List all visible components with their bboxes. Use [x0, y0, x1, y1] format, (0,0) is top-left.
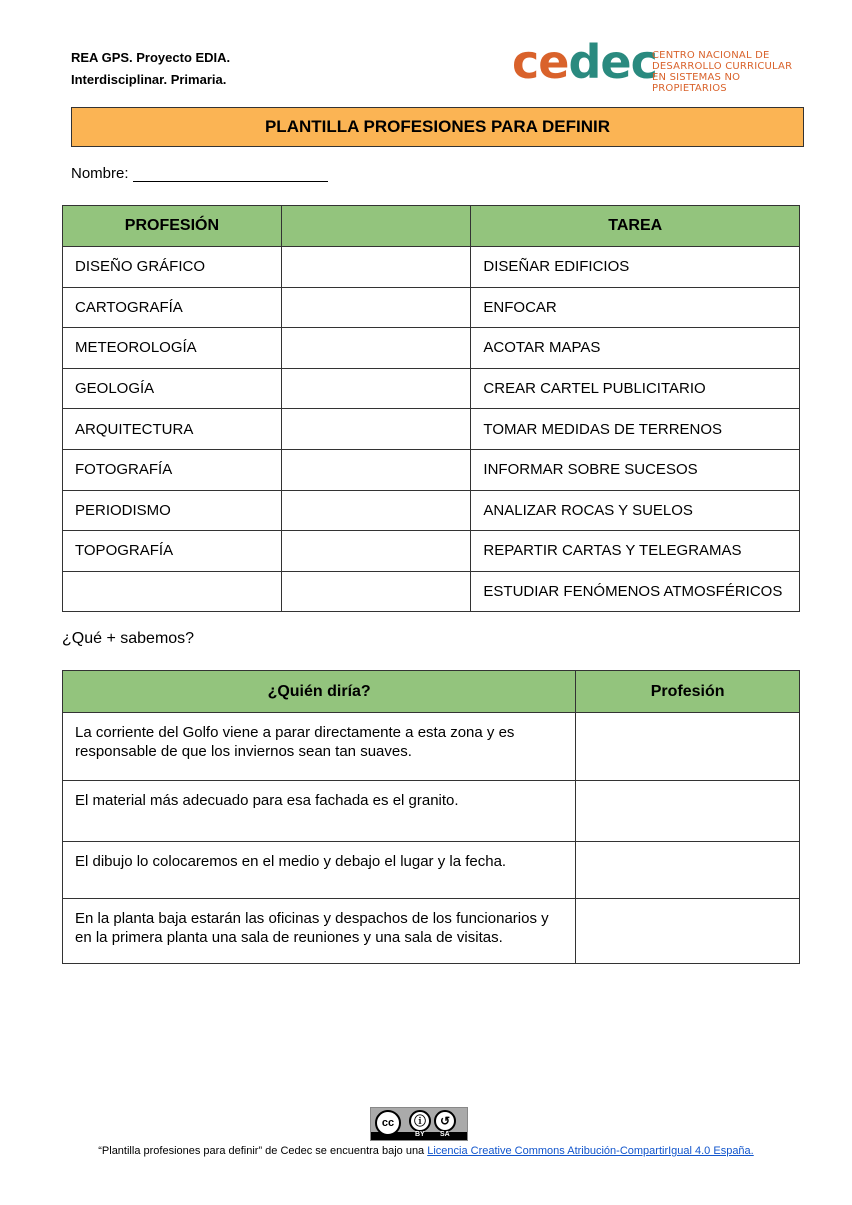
table-row — [63, 449, 800, 490]
table-row — [63, 287, 800, 328]
link-cell[interactable] — [281, 247, 471, 288]
share-alike-icon: ↺ — [434, 1110, 456, 1132]
task-cell: ENFOCAR — [471, 287, 800, 328]
link-cell[interactable] — [281, 490, 471, 531]
professions-table — [62, 205, 800, 612]
profession-cell: DISEÑO GRÁFICO — [63, 247, 282, 288]
task-cell: TOMAR MEDIDAS DE TERRENOS — [471, 409, 800, 450]
link-cell[interactable] — [281, 531, 471, 572]
header-quien-diria: ¿Quién diría? — [63, 671, 576, 713]
table-row — [63, 713, 800, 781]
license-text: “Plantilla profesiones para definir” de Cedec se encuentra bajo una — [98, 1145, 428, 1157]
header-line-2: Interdisciplinar. Primaria. — [71, 72, 227, 87]
link-cell[interactable] — [281, 328, 471, 369]
quote-cell: El dibujo lo colocaremos en el medio y debajo el lugar y la fecha. — [63, 842, 576, 899]
task-cell: INFORMAR SOBRE SUCESOS — [471, 449, 800, 490]
profession-cell: PERIODISMO — [63, 490, 282, 531]
license-link[interactable]: Licencia Creative Commons Atribución-CompartirIgual 4.0 España. — [427, 1145, 754, 1157]
link-cell[interactable] — [281, 287, 471, 328]
task-cell: REPARTIR CARTAS Y TELEGRAMAS — [471, 531, 800, 572]
table-row — [63, 328, 800, 369]
logo-wordmark: cedec — [512, 35, 657, 89]
table-row — [63, 409, 800, 450]
table-row — [63, 531, 800, 572]
profession-cell: GEOLOGÍA — [63, 368, 282, 409]
table-header-row — [63, 206, 800, 247]
header-profesion: PROFESIÓN — [63, 206, 282, 247]
name-blank-line[interactable] — [133, 167, 328, 182]
logo-tagline: CENTRO NACIONAL DE DESARROLLO CURRICULAR EN SISTEMAS NO PROPIETARIOS — [652, 50, 793, 94]
attribution-icon: ⓘ — [409, 1110, 431, 1132]
profession-cell: ARQUITECTURA — [63, 409, 282, 450]
link-cell[interactable] — [281, 449, 471, 490]
cedec-logo — [512, 35, 812, 94]
name-label: Nombre: — [71, 165, 129, 182]
table-row — [63, 368, 800, 409]
name-field — [71, 165, 328, 182]
sa-label: SA — [440, 1131, 450, 1138]
answer-cell[interactable] — [576, 899, 800, 964]
header-blank — [281, 206, 471, 247]
table-row — [63, 781, 800, 842]
link-cell[interactable] — [281, 409, 471, 450]
task-cell: CREAR CARTEL PUBLICITARIO — [471, 368, 800, 409]
quote-cell: La corriente del Golfo viene a parar directamente a esta zona y es responsable de que los inviernos sean tan suaves. — [63, 713, 576, 781]
answer-cell[interactable] — [576, 781, 800, 842]
header-line-1: REA GPS. Proyecto EDIA. — [71, 50, 231, 65]
task-cell: ACOTAR MAPAS — [471, 328, 800, 369]
link-cell[interactable] — [281, 368, 471, 409]
header-tarea: TAREA — [471, 206, 800, 247]
license-footer — [0, 1145, 852, 1157]
quote-cell: El material más adecuado para esa fachada es el granito. — [63, 781, 576, 842]
task-cell: ESTUDIAR FENÓMENOS ATMOSFÉRICOS — [471, 571, 800, 612]
cc-icon: cc — [375, 1110, 401, 1136]
table-row — [63, 842, 800, 899]
task-cell: ANALIZAR ROCAS Y SUELOS — [471, 490, 800, 531]
header-profesion: Profesión — [576, 671, 800, 713]
table-header-row — [63, 671, 800, 713]
document-header — [71, 47, 230, 91]
by-label: BY — [415, 1131, 425, 1138]
profession-cell: TOPOGRAFÍA — [63, 531, 282, 572]
creative-commons-badge — [370, 1107, 468, 1141]
table-row — [63, 571, 800, 612]
task-cell: DISEÑAR EDIFICIOS — [471, 247, 800, 288]
profession-cell: METEOROLOGÍA — [63, 328, 282, 369]
answer-cell[interactable] — [576, 713, 800, 781]
section-title: ¿Qué + sabemos? — [62, 630, 195, 647]
table-row — [63, 899, 800, 964]
page-title: PLANTILLA PROFESIONES PARA DEFINIR — [71, 107, 804, 147]
profession-cell — [63, 571, 282, 612]
table-row — [63, 490, 800, 531]
profession-cell: FOTOGRAFÍA — [63, 449, 282, 490]
table-row — [63, 247, 800, 288]
link-cell[interactable] — [281, 571, 471, 612]
answer-cell[interactable] — [576, 842, 800, 899]
profession-cell: CARTOGRAFÍA — [63, 287, 282, 328]
who-would-say-table — [62, 670, 800, 964]
quote-cell: En la planta baja estarán las oficinas y despachos de los funcionarios y en la primera planta una sala de reuniones y una sala de visitas. — [63, 899, 576, 964]
